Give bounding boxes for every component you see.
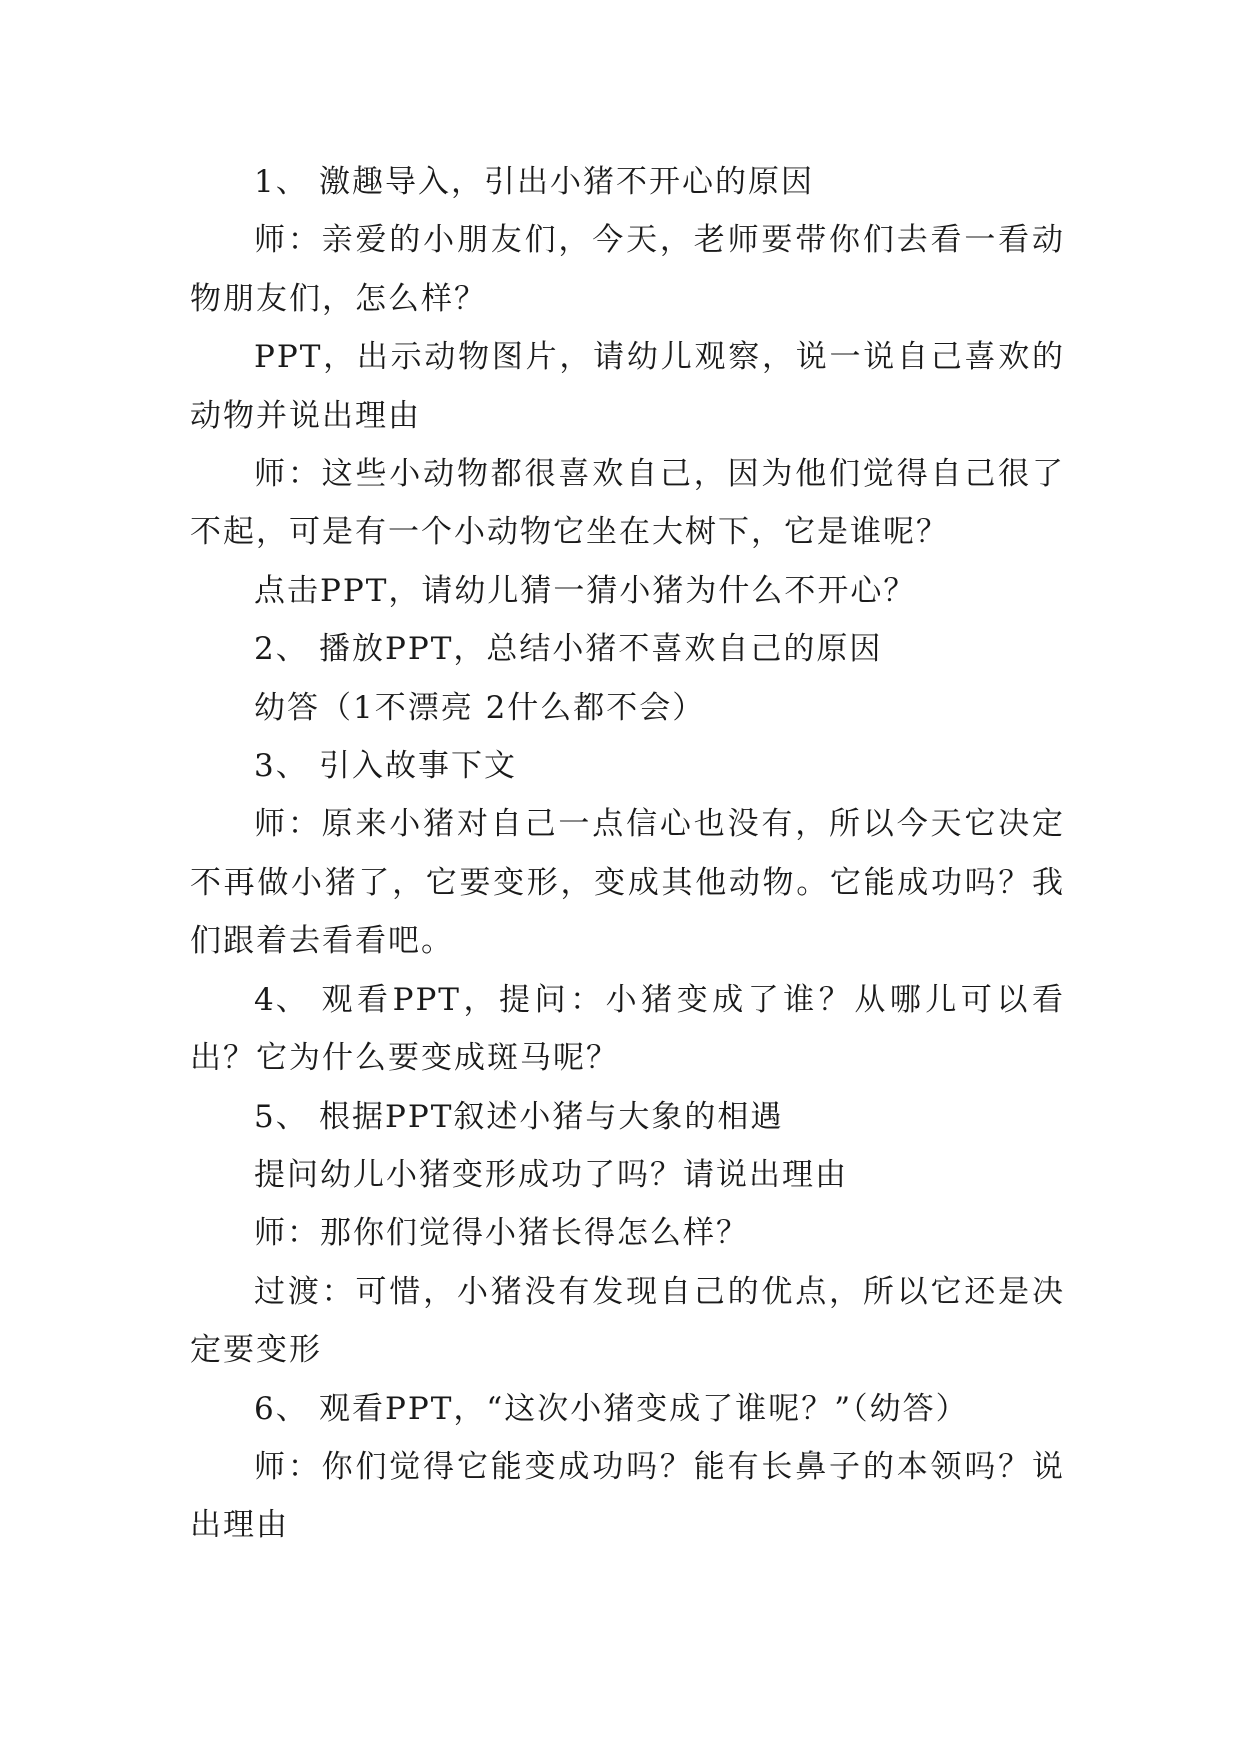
paragraph-text: 观看PPT，“这次小猪变成了谁呢？”（幼答） xyxy=(319,1390,969,1427)
step-number: 1、 xyxy=(254,164,309,200)
paragraph-4 xyxy=(190,445,1065,562)
document-body xyxy=(190,153,1065,1555)
paragraph-8 xyxy=(190,737,1065,795)
paragraph-text: 师：这些小动物都很喜欢自己，因为他们觉得自己很了不起，可是有一个小动物它坐在大树下，它是谁呢？ xyxy=(190,456,1065,551)
paragraph-text: 激趣导入，引出小猪不开心的原因 xyxy=(319,164,814,200)
paragraph-15 xyxy=(190,1380,1065,1438)
paragraph-text: 过渡：可惜，小猪没有发现自己的优点，所以它还是决定要变形 xyxy=(190,1273,1065,1369)
step-number: 5、 xyxy=(254,1098,309,1135)
paragraph-5 xyxy=(190,562,1065,620)
paragraph-2 xyxy=(190,211,1065,328)
paragraph-7 xyxy=(190,679,1065,737)
step-number: 6、 xyxy=(254,1390,309,1427)
paragraph-1 xyxy=(190,153,1065,211)
paragraph-text: 师：你们觉得它能变成功吗？能有长鼻子的本领吗？说出理由 xyxy=(190,1448,1065,1544)
paragraph-text: 幼答（1不漂亮 2什么都不会） xyxy=(254,689,706,726)
paragraph-text: 师：原来小猪对自己一点信心也没有，所以今天它决定不再做小猪了，它要变形，变成其他动物。它能成功吗？我们跟着去看看吧。 xyxy=(190,806,1065,960)
paragraph-text: 点击PPT，请幼儿猜一猜小猪为什么不开心？ xyxy=(254,572,917,609)
paragraph-3 xyxy=(190,328,1065,445)
paragraph-6 xyxy=(190,620,1065,678)
paragraph-text: 师：那你们觉得小猪长得怎么样？ xyxy=(254,1215,749,1252)
paragraph-text: 师：亲爱的小朋友们，今天，老师要带你们去看一看动物朋友们，怎么样？ xyxy=(190,222,1065,317)
paragraph-16 xyxy=(190,1438,1065,1555)
paragraph-text: 引入故事下文 xyxy=(319,748,517,785)
paragraph-text: PPT，出示动物图片，请幼儿观察，说一说自己喜欢的动物并说出理由 xyxy=(190,339,1065,434)
paragraph-text: 播放PPT，总结小猪不喜欢自己的原因 xyxy=(319,631,883,668)
paragraph-9 xyxy=(190,795,1065,970)
step-number: 3、 xyxy=(254,748,309,785)
paragraph-14 xyxy=(190,1263,1065,1380)
paragraph-text: 根据PPT叙述小猪与大象的相遇 xyxy=(319,1098,784,1135)
paragraph-text: 提问幼儿小猪变形成功了吗？请说出理由 xyxy=(254,1156,848,1193)
step-number: 2、 xyxy=(254,631,309,668)
paragraph-12 xyxy=(190,1146,1065,1204)
paragraph-11 xyxy=(190,1088,1065,1146)
paragraph-13 xyxy=(190,1204,1065,1262)
step-number: 4、 xyxy=(254,981,309,1018)
paragraph-text: 观看PPT，提问：小猪变成了谁？从哪儿可以看出？它为什么要变成斑马呢？ xyxy=(190,981,1065,1077)
paragraph-10 xyxy=(190,971,1065,1088)
